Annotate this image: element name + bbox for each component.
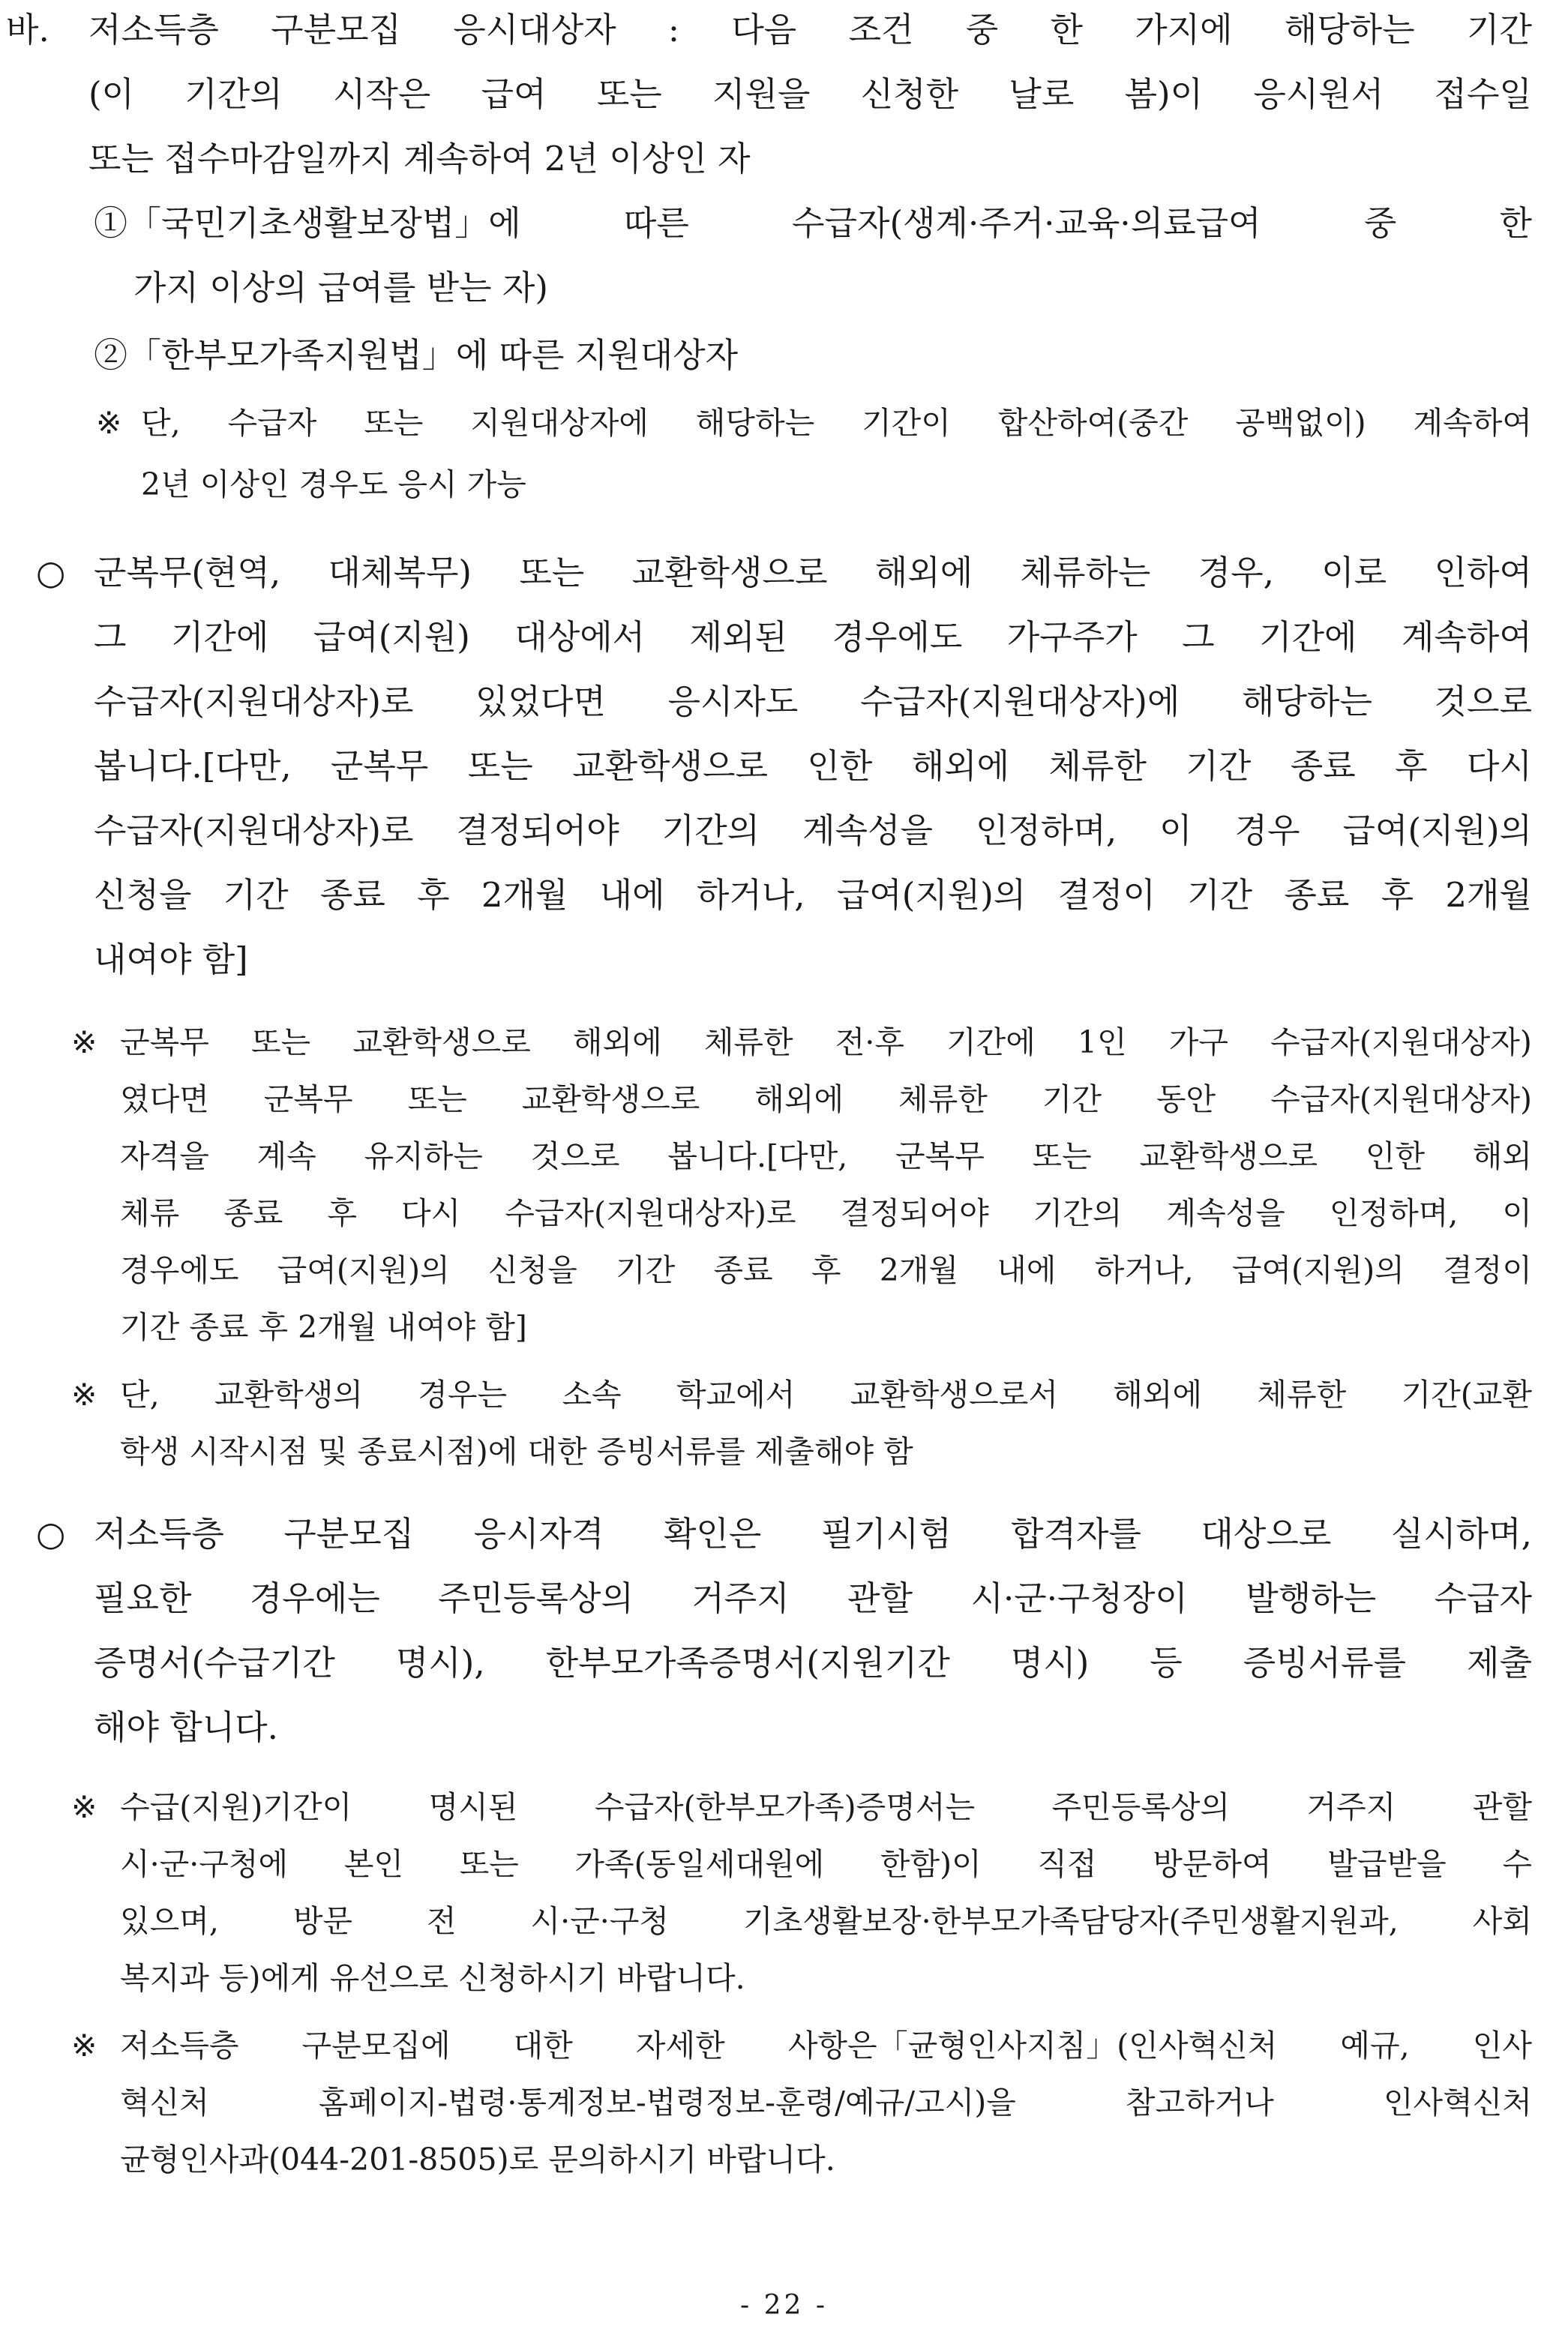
note-line: 군복무 또는 교환학생으로 해외에 체류한 전·후 기간에 1인 가구 수급자(지원대상자) <box>120 1024 1532 1060</box>
bullet-line: 필요한 경우에는 주민등록상의 거주지 관할 시·군·구청장이 발행하는 수급자 <box>94 1578 1532 1618</box>
bullet-line: 신청을 기간 종료 후 2개월 내에 하거나, 급여(지원)의 결정이 기간 종료 후 2개월 <box>94 875 1532 915</box>
bullet-line: 내여야 함] <box>94 940 248 979</box>
bullet-marker: ○ <box>36 553 66 592</box>
list-item-1-cont: 가지 이상의 급여를 받는 자) <box>133 268 548 307</box>
bullet-line: 해야 합니다. <box>94 1707 278 1747</box>
note-line: 2년 이상인 경우도 응시 가능 <box>141 466 526 502</box>
note-line: 수급(지원)기간이 명시된 수급자(한부모가족)증명서는 주민등록상의 거주지 관할 <box>120 1789 1532 1825</box>
list-item-1: ①「국민기초생활보장법」에 따른 수급자(생계·주거·교육·의료급여 중 한 <box>94 203 1532 243</box>
note-line: 자격을 계속 유지하는 것으로 봅니다.[다만, 군복무 또는 교환학생으로 인한 해외 <box>120 1138 1532 1174</box>
note-line: 시·군·구청에 본인 또는 가족(동일세대원에 한함)이 직접 방문하여 발급받을 수 <box>120 1846 1532 1882</box>
list-item-2: ②「한부모가족지원법」에 따른 지원대상자 <box>94 335 739 375</box>
bullet-line: 군복무(현역, 대체복무) 또는 교환학생으로 해외에 체류하는 경우, 이로 인하여 <box>94 553 1532 592</box>
note-line: 있으며, 방문 전 시·군·구청 기초생활보장·한부모가족담당자(주민생활지원과, 사회 <box>120 1903 1532 1939</box>
note-line: 경우에도 급여(지원)의 신청을 기간 종료 후 2개월 내에 하거나, 급여(지원)의 결정이 <box>120 1252 1532 1288</box>
note-marker: ※ <box>71 2028 97 2064</box>
bullet-line: 봅니다.[다만, 군복무 또는 교환학생으로 인한 해외에 체류한 기간 종료 후 다시 <box>94 746 1532 786</box>
bullet-line: 수급자(지원대상자)로 결정되어야 기간의 계속성을 인정하며, 이 경우 급여(지원)의 <box>94 811 1532 850</box>
note-marker: ※ <box>96 405 122 441</box>
note-line: 혁신처 홈페이지-법령·통계정보-법령정보-훈령/예규/고시)을 참고하거나 인사혁신처 <box>120 2085 1532 2121</box>
page-number: - 22 - <box>739 2290 829 2321</box>
note-marker: ※ <box>71 1377 97 1413</box>
note-line: 였다면 군복무 또는 교환학생으로 해외에 체류한 기간 동안 수급자(지원대상자) <box>120 1081 1532 1117</box>
note-line: 체류 종료 후 다시 수급자(지원대상자)로 결정되어야 기간의 계속성을 인정하며, 이 <box>120 1195 1532 1231</box>
bullet-line: 그 기간에 급여(지원) 대상에서 제외된 경우에도 가구주가 그 기간에 계속하여 <box>94 617 1532 657</box>
note-line: 균형인사과(044-201-8505)로 문의하시기 바랍니다. <box>120 2142 835 2178</box>
note-line: 기간 종료 후 2개월 내여야 함] <box>120 1309 527 1345</box>
note-marker: ※ <box>71 1024 97 1060</box>
bullet-line: 저소득층 구분모집 응시자격 확인은 필기시험 합격자를 대상으로 실시하며, <box>94 1514 1532 1554</box>
note-line: 저소득층 구분모집에 대한 자세한 사항은「균형인사지침」(인사혁신처 예규, 인사 <box>120 2028 1532 2064</box>
section-ba-line: 또는 접수마감일까지 계속하여 2년 이상인 자 <box>88 139 751 178</box>
note-marker: ※ <box>71 1789 97 1825</box>
note-line: 단, 수급자 또는 지원대상자에 해당하는 기간이 합산하여(중간 공백없이) 계속하여 <box>141 405 1532 441</box>
bullet-marker: ○ <box>36 1514 66 1554</box>
section-ba-line: 저소득층 구분모집 응시대상자 : 다음 조건 중 한 가지에 해당하는 기간 <box>88 10 1532 49</box>
note-line: 복지과 등)에게 유선으로 신청하시기 바랍니다. <box>120 1960 745 1996</box>
bullet-line: 증명서(수급기간 명시), 한부모가족증명서(지원기간 명시) 등 증빙서류를 제출 <box>94 1643 1532 1683</box>
bullet-line: 수급자(지원대상자)로 있었다면 응시자도 수급자(지원대상자)에 해당하는 것으로 <box>94 682 1532 721</box>
note-line: 학생 시작시점 및 종료시점)에 대한 증빙서류를 제출해야 함 <box>120 1434 913 1470</box>
note-line: 단, 교환학생의 경우는 소속 학교에서 교환학생으로서 해외에 체류한 기간(교환 <box>120 1377 1532 1413</box>
section-marker: 바. <box>6 10 49 49</box>
section-ba-line: (이 기간의 시작은 급여 또는 지원을 신청한 날로 봄)이 응시원서 접수일 <box>88 74 1532 114</box>
